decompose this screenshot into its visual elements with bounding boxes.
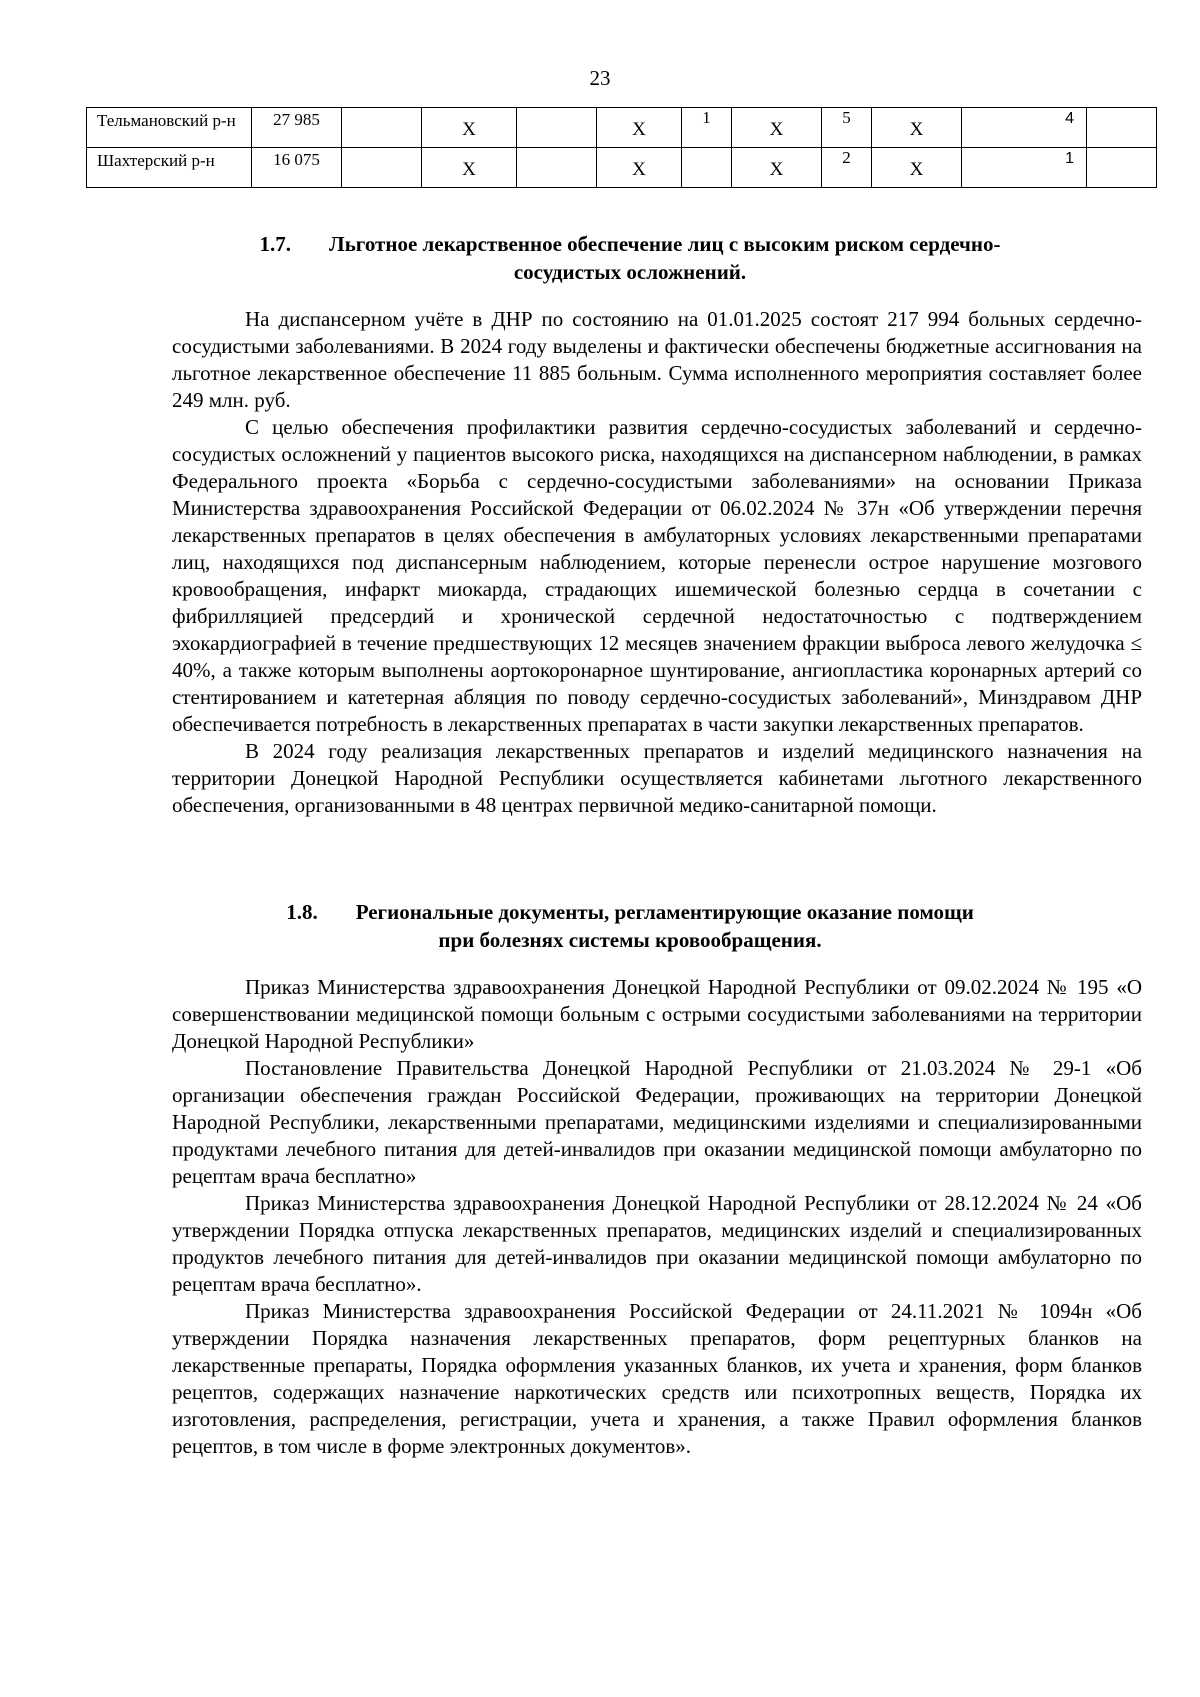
paragraph: Приказ Министерства здравоохранения Российской Федерации от 24.11.2021 № 1094н «Об утверждении Порядка назначения лекарственных препаратов, форм рецептурных бланков на лекарственные препараты, Порядка оформления указанных бланков, их учета и хранения, форм бланков рецептов, содержащих назначение наркотических средств или психотропных веществ, Порядка их изготовления, распределения, регистрации, учета и хранения, а также Правил оформления бланков рецептов, в том числе в форме электронных документов». [172, 1299, 1142, 1458]
table-row [87, 108, 1157, 148]
table-cell [517, 148, 597, 188]
paragraph: На диспансерном учёте в ДНР по состоянию на 01.01.2025 состоят 217 994 больных сердечно-сосудистыми заболеваниями. В 2024 году выделены и фактически обеспечены бюджетные ассигнования на льготное лекарственное обеспечение 11 885 больным. Сумма исполненного мероприятия составляет более 249 млн. руб. [172, 307, 1142, 412]
district-name: Тельмановский р-н [87, 108, 252, 148]
table-cell: X [732, 108, 822, 148]
paragraph: С целью обеспечения профилактики развития сердечно-сосудистых заболеваний и сердечно-сосудистых осложнений у пациентов высокого риска, находящихся на диспансерном наблюдении, в рамках Федерального проекта «Борьба с сердечно-сосудистыми заболеваниями» на основании Приказа Министерства здравоохранения Российской Федерации от 06.02.2024 № 37н «Об утверждении перечня лекарственных препаратов в целях обеспечения в амбулаторных условиях лекарственными препаратами лиц, находящихся под диспансерным наблюдением, которые перенесли острое нарушение мозгового кровообращения, инфаркт миокарда, страдающих ишемической болезнью сердца в сочетании с фибрилляцией предсердий и хронической сердечной недостаточностью с подтверждением эхокардиографией в течение предшествующих 12 месяцев значением фракции выброса левого желудочка ≤ 40%, а также которым выполнены аортокоронарное шунтирование, ангиопластика коронарных артерий со стентированием и катетерная абляция по поводу сердечно-сосудистых заболеваний», Минздравом ДНР обеспечивается потребность в лекарственных препаратах в части закупки лекарственных препаратов. [172, 415, 1142, 736]
table-cell [517, 108, 597, 148]
section-1-7-body [172, 306, 1142, 819]
table-cell: 5 [822, 108, 872, 148]
table-cell: 1 [682, 108, 732, 148]
table-cell: 2 [822, 148, 872, 188]
table-cell [1087, 108, 1157, 148]
section-title-line2: при болезнях системы кровообращения. [438, 928, 822, 952]
table-cell: X [872, 108, 962, 148]
table-cell: 4 [962, 108, 1087, 148]
table-cell: 1 [962, 148, 1087, 188]
population-cell: 27 985 [252, 108, 342, 148]
table-cell: X [872, 148, 962, 188]
population-cell: 16 075 [252, 148, 342, 188]
table-cell: X [732, 148, 822, 188]
district-name: Шахтерский р-н [87, 148, 252, 188]
table-cell: X [422, 108, 517, 148]
paragraph: Приказ Министерства здравоохранения Донецкой Народной Республики от 09.02.2024 № 195 «О совершенствовании медицинской помощи больным с острыми сосудистыми заболеваниями на территории Донецкой Народной Республики» [172, 975, 1142, 1053]
section-title-line2: сосудистых осложнений. [513, 260, 747, 284]
section-number: 1.7. [259, 232, 292, 256]
section-1-8-heading [170, 898, 1090, 954]
paragraph: Приказ Министерства здравоохранения Донецкой Народной Республики от 28.12.2024 № 24 «Об утверждении Порядка отпуска лекарственных препаратов, медицинских изделий и специализированных продуктов лечебного питания для детей-инвалидов при оказании медицинской помощи амбулаторно по рецептам врача бесплатно». [172, 1191, 1142, 1296]
paragraph: В 2024 году реализация лекарственных препаратов и изделий медицинского назначения на территории Донецкой Народной Республики осуществляется кабинетами льготного лекарственного обеспечения, организованными в 48 центрах первичной медико-санитарной помощи. [172, 739, 1142, 817]
section-1-7-heading [170, 230, 1090, 286]
page-number: 23 [589, 66, 611, 90]
section-1-8-body [172, 974, 1142, 1460]
table-cell [342, 108, 422, 148]
table-cell [342, 148, 422, 188]
table-cell: X [597, 148, 682, 188]
table-row [87, 148, 1157, 188]
paragraph: Постановление Правительства Донецкой Народной Республики от 21.03.2024 № 29-1 «Об организации обеспечения граждан Российской Федерации, проживающих на территории Донецкой Народной Республики, лекарственными препаратами, медицинскими изделиями и специализированными продуктами лечебного питания для детей-инвалидов при оказании медицинской помощи амбулаторно по рецептам врача бесплатно» [172, 1056, 1142, 1188]
table-cell [682, 148, 732, 188]
section-number: 1.8. [286, 900, 318, 924]
table-cell [1087, 148, 1157, 188]
table-cell: X [597, 108, 682, 148]
district-table [86, 107, 1157, 188]
section-title-line1: Льготное лекарственное обеспечение лиц с высоким риском сердечно- [329, 232, 1001, 256]
section-title-line1: Региональные документы, регламентирующие оказание помощи [355, 900, 974, 924]
table-cell: X [422, 148, 517, 188]
